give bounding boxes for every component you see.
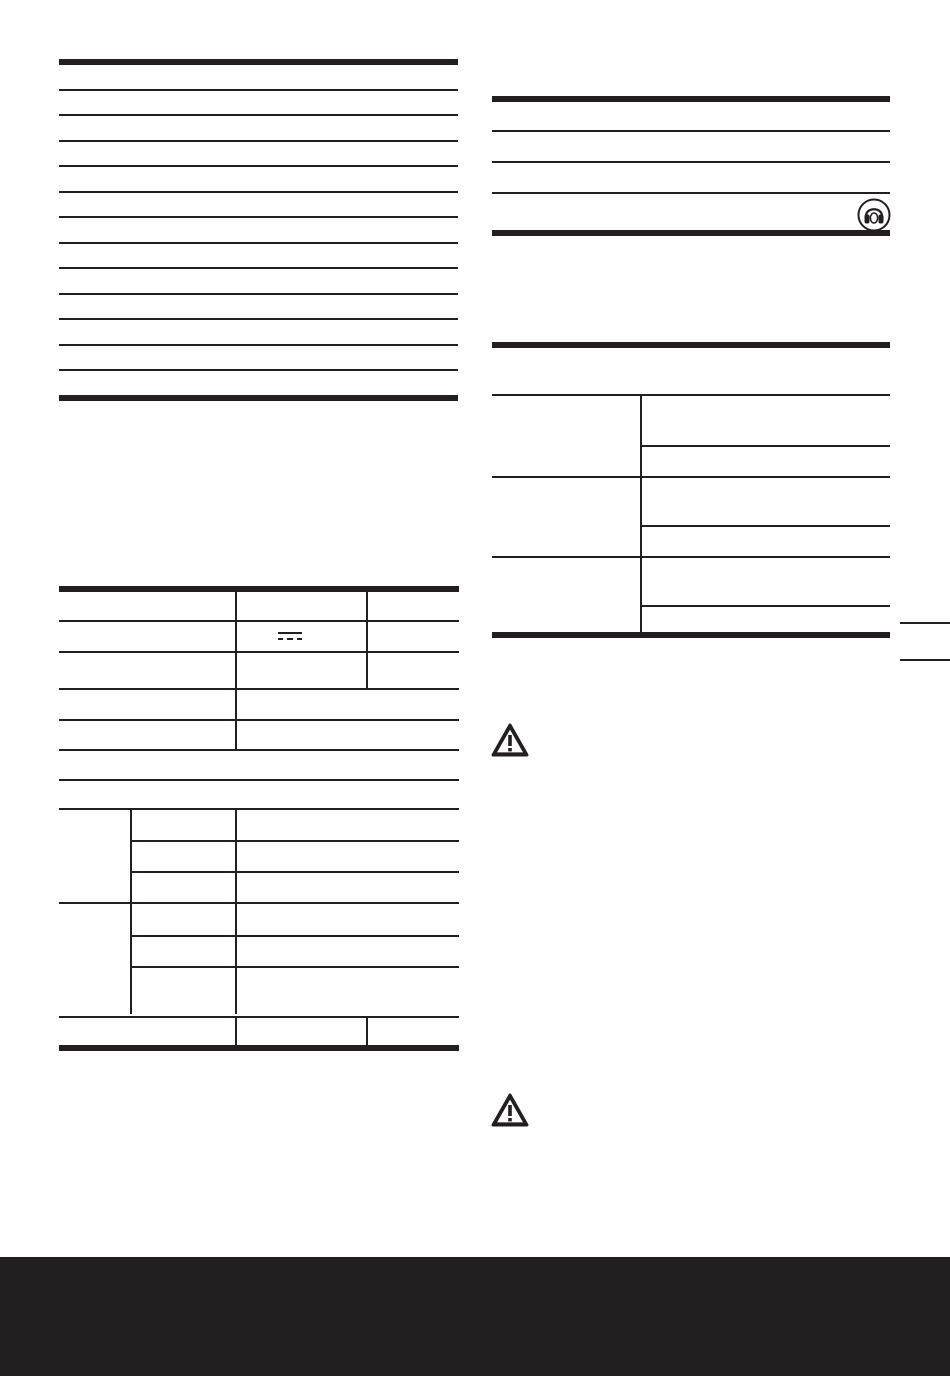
features-list-top-rule — [59, 59, 458, 65]
features-list-row-divider — [59, 216, 458, 218]
features-list-row-divider — [59, 242, 458, 244]
features-list-row-divider — [59, 344, 458, 346]
vibration-table-subrow-divider — [641, 525, 890, 527]
tech-table-row-divider — [59, 620, 459, 622]
tech-table-row-divider — [59, 719, 459, 721]
tech-table-group-divider — [130, 809, 132, 1014]
noise-table-bottom-rule — [492, 230, 890, 236]
footer-band — [0, 1257, 950, 1376]
tech-table-column-divider — [366, 592, 368, 688]
tech-table-column-divider — [235, 720, 237, 750]
tech-table-row-divider — [59, 1016, 459, 1018]
features-list-bottom-rule — [59, 395, 458, 401]
tech-table-row-divider — [59, 688, 459, 690]
features-list-row-divider — [59, 140, 458, 142]
features-list-row-divider — [59, 267, 458, 269]
noise-table-row-divider — [492, 192, 890, 194]
noise-table-row-divider — [492, 130, 890, 132]
vibration-table-subrow-divider — [641, 605, 890, 607]
tech-table-subrow-divider — [131, 935, 459, 937]
vibration-table-top-rule — [492, 342, 890, 348]
section-tab-top-rule — [900, 622, 950, 624]
tech-table-subrow-divider — [131, 966, 459, 968]
tech-table-subrow-divider — [131, 871, 459, 873]
tech-table-bottom-rule — [59, 1045, 459, 1051]
features-list-row-divider — [59, 191, 458, 193]
tech-table-subrow-divider — [131, 840, 459, 842]
features-list-row-divider — [59, 165, 458, 167]
warning-triangle-icon — [490, 1092, 530, 1128]
tech-table-row-divider — [59, 779, 459, 781]
tech-table-row-divider — [59, 808, 459, 810]
tech-table-column-divider — [235, 1017, 237, 1045]
features-list-row-divider — [59, 89, 458, 91]
noise-table-top-rule — [492, 96, 890, 102]
features-list-row-divider — [59, 369, 458, 371]
tech-table-column-divider — [235, 809, 237, 1014]
warning-triangle-icon — [490, 722, 530, 758]
features-list-row-divider — [59, 318, 458, 320]
tech-table-row-divider — [59, 902, 459, 904]
vibration-table-subrow-divider — [641, 445, 890, 447]
features-list-row-divider — [59, 114, 458, 116]
features-list-row-divider — [59, 293, 458, 295]
tech-table-column-divider — [366, 1017, 368, 1045]
vibration-table-row-divider — [492, 476, 890, 478]
vibration-table-column-divider — [640, 395, 642, 632]
vibration-table-row-divider — [492, 394, 890, 396]
tech-table-row-divider — [59, 749, 459, 751]
tech-table-top-rule — [59, 586, 459, 592]
vibration-table-bottom-rule — [492, 632, 890, 638]
vibration-table-row-divider — [492, 556, 890, 558]
tech-table-row-divider — [59, 651, 459, 653]
direct-current-symbol-icon — [277, 630, 303, 642]
section-tab-bottom-rule — [900, 659, 950, 661]
ear-protection-icon — [857, 198, 891, 232]
tech-table-column-divider — [235, 592, 237, 720]
noise-table-row-divider — [492, 161, 890, 163]
